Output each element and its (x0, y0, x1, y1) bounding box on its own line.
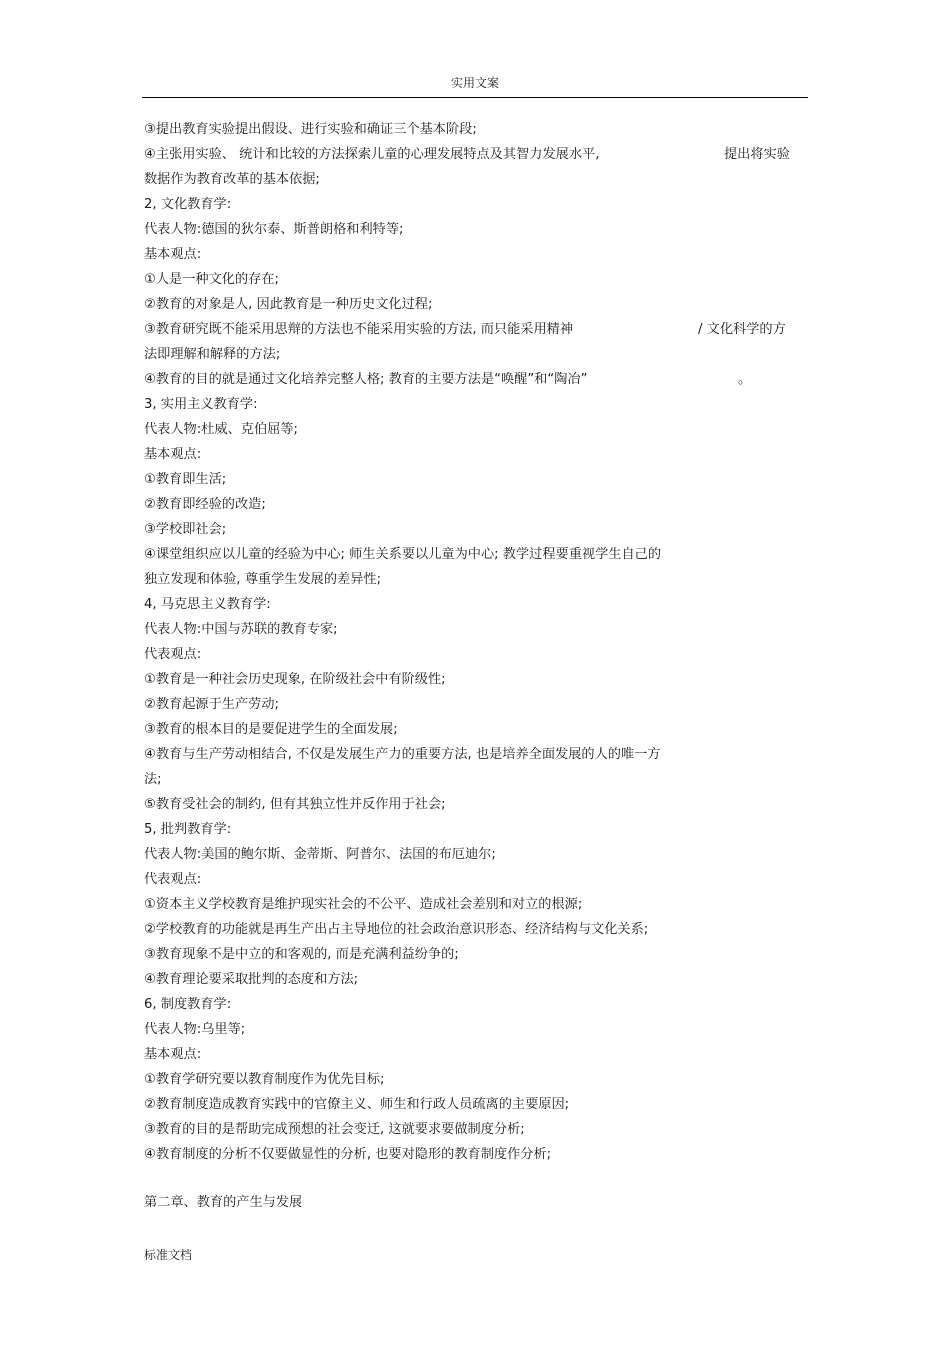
text-line-content: 2, 文化教育学: (144, 197, 232, 212)
text-line (144, 492, 806, 517)
text-line-content: ④教育的目的就是通过文化培养完整人格; 教育的主要方法是“唤醒”和“陶冶” (144, 372, 588, 387)
text-line (144, 842, 806, 867)
text-line-content: 代表人物:乌里等; (144, 1022, 246, 1037)
text-line (144, 767, 806, 792)
text-line-content: ④课堂组织应以儿童的经验为中心; 师生关系要以儿童为中心; 教学过程要重视学生自己的 (144, 547, 662, 562)
text-line-content: 基本观点: (144, 1047, 202, 1062)
text-line-content: 代表观点: (144, 872, 202, 887)
text-line (144, 892, 806, 917)
text-line (144, 992, 806, 1017)
text-line (144, 292, 806, 317)
text-line-content: ①人是一种文化的存在; (144, 272, 279, 287)
text-line (144, 442, 806, 467)
text-line-content: ②教育即经验的改造; (144, 497, 266, 512)
text-line-content: 5, 批判教育学: (144, 822, 232, 837)
text-line-content: ①资本主义学校教育是维护现实社会的不公平、造成社会差别和对立的根源; (144, 897, 583, 912)
text-line (144, 1092, 806, 1117)
text-line (144, 617, 806, 642)
text-line-content: ①教育学研究要以教育制度作为优先目标; (144, 1072, 385, 1087)
text-line-content: ④教育理论要采取批判的态度和方法; (144, 972, 359, 987)
text-line-content: 代表人物:德国的狄尔泰、斯普朗格和利特等; (144, 222, 404, 237)
text-line (144, 417, 806, 442)
text-line-content: 法; (144, 772, 162, 787)
text-line (144, 1017, 806, 1042)
text-line (144, 167, 806, 192)
text-line (144, 517, 806, 542)
text-line-content: ①教育是一种社会历史现象, 在阶级社会中有阶级性; (144, 672, 446, 687)
text-line (144, 367, 806, 392)
text-line-content: 6, 制度教育学: (144, 997, 232, 1012)
text-line (144, 692, 806, 717)
text-line-tail: 提出将实验 (724, 147, 790, 162)
text-line (144, 1042, 806, 1067)
text-line-content: ④教育与生产劳动相结合, 不仅是发展生产力的重要方法, 也是培养全面发展的人的唯一方 (144, 747, 661, 762)
text-line-content: 3, 实用主义教育学: (144, 397, 258, 412)
text-line-content: ③教育的目的是帮助完成预想的社会变迁, 这就要求要做制度分析; (144, 1122, 525, 1137)
text-line (144, 142, 806, 167)
text-line-content: 独立发现和体验, 尊重学生发展的差异性; (144, 572, 382, 587)
text-line-content: 代表人物:杜威、克伯屈等; (144, 422, 298, 437)
text-line (144, 117, 806, 142)
text-line-content: ④教育制度的分析不仅要做显性的分析, 也要对隐形的教育制度作分析; (144, 1147, 552, 1162)
page-header: 实用文案 (450, 76, 499, 90)
text-line-content: ③教育研究既不能采用思辩的方法也不能采用实验的方法, 而只能采用精神 (144, 322, 574, 337)
text-line (144, 942, 806, 967)
text-line-content: ③教育现象不是中立的和客观的, 而是充满利益纷争的; (144, 947, 459, 962)
text-line-content: ③教育的根本目的是要促进学生的全面发展; (144, 722, 398, 737)
text-line-content: ②教育起源于生产劳动; (144, 697, 279, 712)
text-line-content: 代表人物:中国与苏联的教育专家; (144, 622, 338, 637)
text-line-content: ②教育的对象是人, 因此教育是一种历史文化过程; (144, 297, 433, 312)
text-line (144, 667, 806, 692)
text-line (144, 742, 806, 767)
text-line-content: 法即理解和解释的方法; (144, 347, 281, 362)
text-line-content: 代表观点: (144, 647, 202, 662)
document-body (144, 117, 806, 1167)
text-line-content: ①教育即生活; (144, 472, 227, 487)
text-line-content: ③学校即社会; (144, 522, 227, 537)
text-line (144, 592, 806, 617)
text-line-content: ④主张用实验、 统计和比较的方法探索儿童的心理发展特点及其智力发展水平, (144, 147, 600, 162)
text-line-tail: 。 (738, 372, 752, 387)
header-divider (142, 97, 808, 98)
text-line (144, 467, 806, 492)
text-line-content: 4, 马克思主义教育学: (144, 597, 271, 612)
text-line (144, 567, 806, 592)
text-line (144, 192, 806, 217)
page-footer: 标准文档 (144, 1248, 193, 1262)
text-line (144, 267, 806, 292)
text-line (144, 792, 806, 817)
text-line (144, 817, 806, 842)
text-line (144, 392, 806, 417)
text-line (144, 542, 806, 567)
text-line (144, 342, 806, 367)
text-line-content: ⑤教育受社会的制约, 但有其独立性并反作用于社会; (144, 797, 446, 812)
text-line (144, 317, 806, 342)
text-line-content: 数据作为教育改革的基本依据; (144, 172, 320, 187)
chapter-heading: 第二章、教育的产生与发展 (144, 1195, 303, 1210)
text-line (144, 217, 806, 242)
text-line-content: 基本观点: (144, 247, 202, 262)
text-line (144, 242, 806, 267)
text-line (144, 1067, 806, 1092)
text-line (144, 967, 806, 992)
text-line-content: 基本观点: (144, 447, 202, 462)
text-line (144, 717, 806, 742)
text-line-content: ②教育制度造成教育实践中的官僚主义、师生和行政人员疏离的主要原因; (144, 1097, 570, 1112)
text-line (144, 1142, 806, 1167)
text-line (144, 642, 806, 667)
text-line (144, 867, 806, 892)
text-line-content: ②学校教育的功能就是再生产出占主导地位的社会政治意识形态、经济结构与文化关系; (144, 922, 649, 937)
text-line (144, 917, 806, 942)
text-line-content: ③提出教育实验提出假设、进行实验和确证三个基本阶段; (144, 122, 477, 137)
text-line (144, 1117, 806, 1142)
text-line-content: 代表人物:美国的鲍尔斯、金蒂斯、阿普尔、法国的布厄迪尔; (144, 847, 496, 862)
text-line-tail: / 文化科学的方 (698, 322, 786, 337)
